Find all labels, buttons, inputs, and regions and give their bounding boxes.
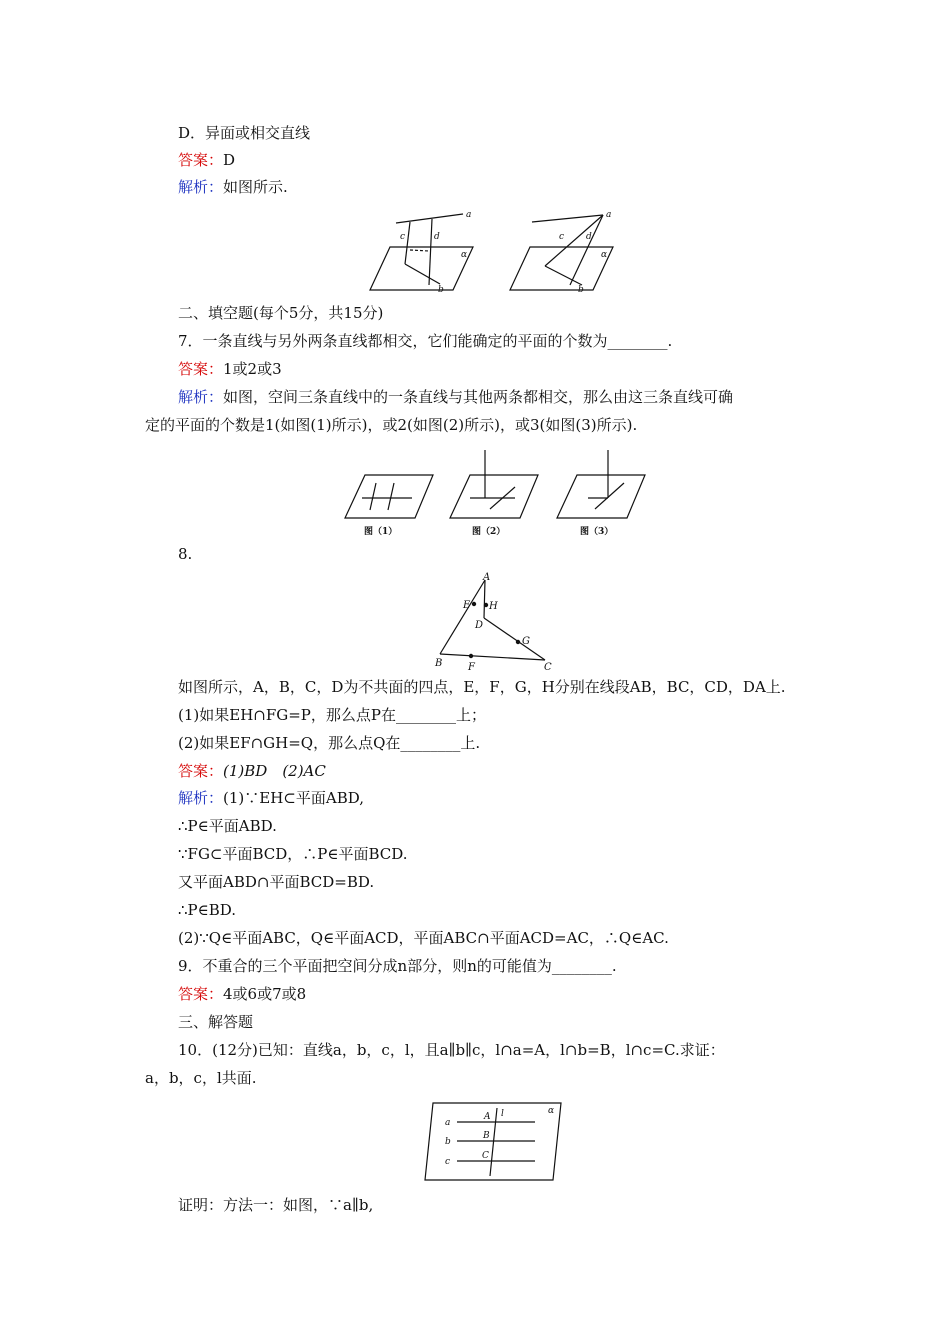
q6-analysis bbox=[178, 176, 288, 198]
section2-heading: 二、填空题(每个5分，共15分) bbox=[178, 304, 384, 322]
fig3-slant-line bbox=[595, 483, 624, 509]
segment-ad bbox=[484, 580, 485, 618]
label-d-left: d bbox=[434, 232, 440, 242]
line-b-left bbox=[405, 264, 440, 284]
q8-number: 8. bbox=[178, 545, 193, 563]
analysis-text: 如图所示. bbox=[223, 178, 288, 196]
section3-heading: 三、解答题 bbox=[178, 1013, 254, 1031]
segment-dc bbox=[484, 618, 545, 660]
label-a-left: a bbox=[466, 210, 472, 220]
analysis-text: 如图，空间三条直线中的一条直线与其他两条都相交，那么由这三条直线可确 bbox=[223, 388, 734, 406]
answer-value: D bbox=[223, 151, 236, 169]
q6-answer bbox=[178, 149, 235, 171]
fig3-plane bbox=[557, 475, 645, 518]
segment-bc bbox=[440, 654, 545, 660]
line-l bbox=[490, 1108, 497, 1176]
q8-answer bbox=[178, 760, 326, 782]
label-b: b bbox=[445, 1137, 451, 1147]
label-l: l bbox=[501, 1109, 504, 1119]
answer-label: 答案： bbox=[178, 151, 224, 169]
line-a-left bbox=[396, 214, 463, 223]
label-b: B bbox=[435, 658, 443, 669]
label-alpha-left: α bbox=[461, 250, 468, 260]
line-cd-dashed bbox=[410, 250, 429, 251]
answer-value: 1或2或3 bbox=[223, 360, 282, 378]
caption-fig1: 图（1） bbox=[364, 527, 398, 537]
q8-step: 又平面ABD∩平面BCD=BD. bbox=[178, 873, 375, 891]
analysis-label: 解析： bbox=[178, 178, 224, 196]
q10-line2: a，b，c，l共面. bbox=[145, 1069, 257, 1087]
q10-proof: 证明：方法一：如图，∵a∥b, bbox=[178, 1196, 374, 1214]
label-b-left: b bbox=[438, 285, 444, 295]
q8-step: ∴P∈平面ABD. bbox=[178, 817, 277, 835]
label-c-right: c bbox=[559, 232, 565, 242]
label-e: E bbox=[463, 600, 471, 611]
point-e bbox=[472, 602, 476, 606]
answer-label: 答案： bbox=[178, 360, 224, 378]
caption-fig2: 图（2） bbox=[472, 527, 506, 537]
answer-value: 4或6或7或8 bbox=[223, 985, 307, 1003]
fig1-plane bbox=[345, 475, 433, 518]
label-A: A bbox=[484, 1112, 491, 1122]
answer-label: 答案： bbox=[178, 985, 224, 1003]
label-alpha: α bbox=[548, 1106, 555, 1116]
fig2-plane bbox=[450, 475, 538, 518]
figure-q6 bbox=[360, 205, 630, 300]
fig1-line-right bbox=[388, 483, 394, 510]
analysis-step: (1)∵EH⊂平面ABD, bbox=[223, 789, 364, 807]
fig1-line-left bbox=[370, 483, 376, 510]
point-f bbox=[469, 654, 473, 658]
label-b-right: b bbox=[578, 285, 584, 295]
label-B: B bbox=[483, 1131, 490, 1141]
analysis-label: 解析： bbox=[178, 789, 224, 807]
q8-step: (2)∵Q∈平面ABC，Q∈平面ACD，平面ABC∩平面ACD=AC，∴Q∈AC. bbox=[178, 929, 669, 947]
q7-answer bbox=[178, 358, 282, 380]
answer-value: (1)BD (2)AC bbox=[223, 762, 326, 780]
figure-q10 bbox=[425, 1100, 565, 1185]
figure-q8 bbox=[430, 570, 560, 675]
line-d-left bbox=[429, 219, 432, 285]
analysis-label: 解析： bbox=[178, 388, 224, 406]
point-h bbox=[484, 603, 488, 607]
point-g bbox=[516, 640, 520, 644]
plane-alpha-right bbox=[510, 247, 613, 290]
plane-alpha-left bbox=[370, 247, 473, 290]
segment-ab bbox=[440, 580, 485, 654]
q7-analysis-line1 bbox=[178, 386, 733, 408]
label-C: C bbox=[482, 1151, 489, 1161]
q8-part2: (2)如果EF∩GH=Q，那么点Q在________上. bbox=[178, 734, 481, 752]
q8-analysis bbox=[178, 787, 364, 809]
label-d: D bbox=[475, 620, 484, 631]
caption-fig3: 图（3） bbox=[580, 527, 614, 537]
figure-q7 bbox=[340, 450, 650, 542]
line-a-right bbox=[532, 215, 603, 222]
q7-question: 7．一条直线与另外两条直线都相交，它们能确定的平面的个数为________. bbox=[178, 332, 673, 350]
line-b-right bbox=[545, 266, 582, 285]
label-c: C bbox=[544, 662, 552, 673]
q9-answer bbox=[178, 983, 306, 1005]
q8-step: ∴P∈BD. bbox=[178, 901, 237, 919]
q8-part1: (1)如果EH∩FG=P，那么点P在________上； bbox=[178, 706, 486, 724]
line-c-right bbox=[545, 215, 603, 266]
line-c-left bbox=[405, 222, 410, 264]
label-a-right: a bbox=[606, 210, 612, 220]
q9-question: 9．不重合的三个平面把空间分成n部分，则n的可能值为________. bbox=[178, 957, 617, 975]
answer-label: 答案： bbox=[178, 762, 224, 780]
label-f: F bbox=[468, 662, 475, 673]
label-a: A bbox=[483, 572, 491, 583]
q8-step: ∵FG⊂平面BCD，∴P∈平面BCD. bbox=[178, 845, 408, 863]
label-d-right: d bbox=[586, 232, 592, 242]
label-c: c bbox=[445, 1157, 451, 1167]
label-a: a bbox=[445, 1118, 451, 1128]
label-g: G bbox=[522, 636, 530, 647]
q8-stem: 如图所示，A，B，C，D为不共面的四点，E，F，G，H分别在线段AB，BC，CD，DA上. bbox=[178, 678, 786, 696]
label-c-left: c bbox=[400, 232, 406, 242]
line-d-right bbox=[570, 215, 603, 285]
option-d: D．异面或相交直线 bbox=[178, 124, 311, 142]
q7-analysis-line2: 定的平面的个数是1(如图(1)所示)，或2(如图(2)所示)，或3(如图(3)所示). bbox=[145, 416, 638, 434]
label-alpha-right: α bbox=[601, 250, 608, 260]
q10-line1: 10．(12分)已知：直线a，b，c，l，且a∥b∥c，l∩a=A，l∩b=B，l∩c=C.求证： bbox=[178, 1041, 725, 1059]
label-h: H bbox=[489, 601, 498, 612]
